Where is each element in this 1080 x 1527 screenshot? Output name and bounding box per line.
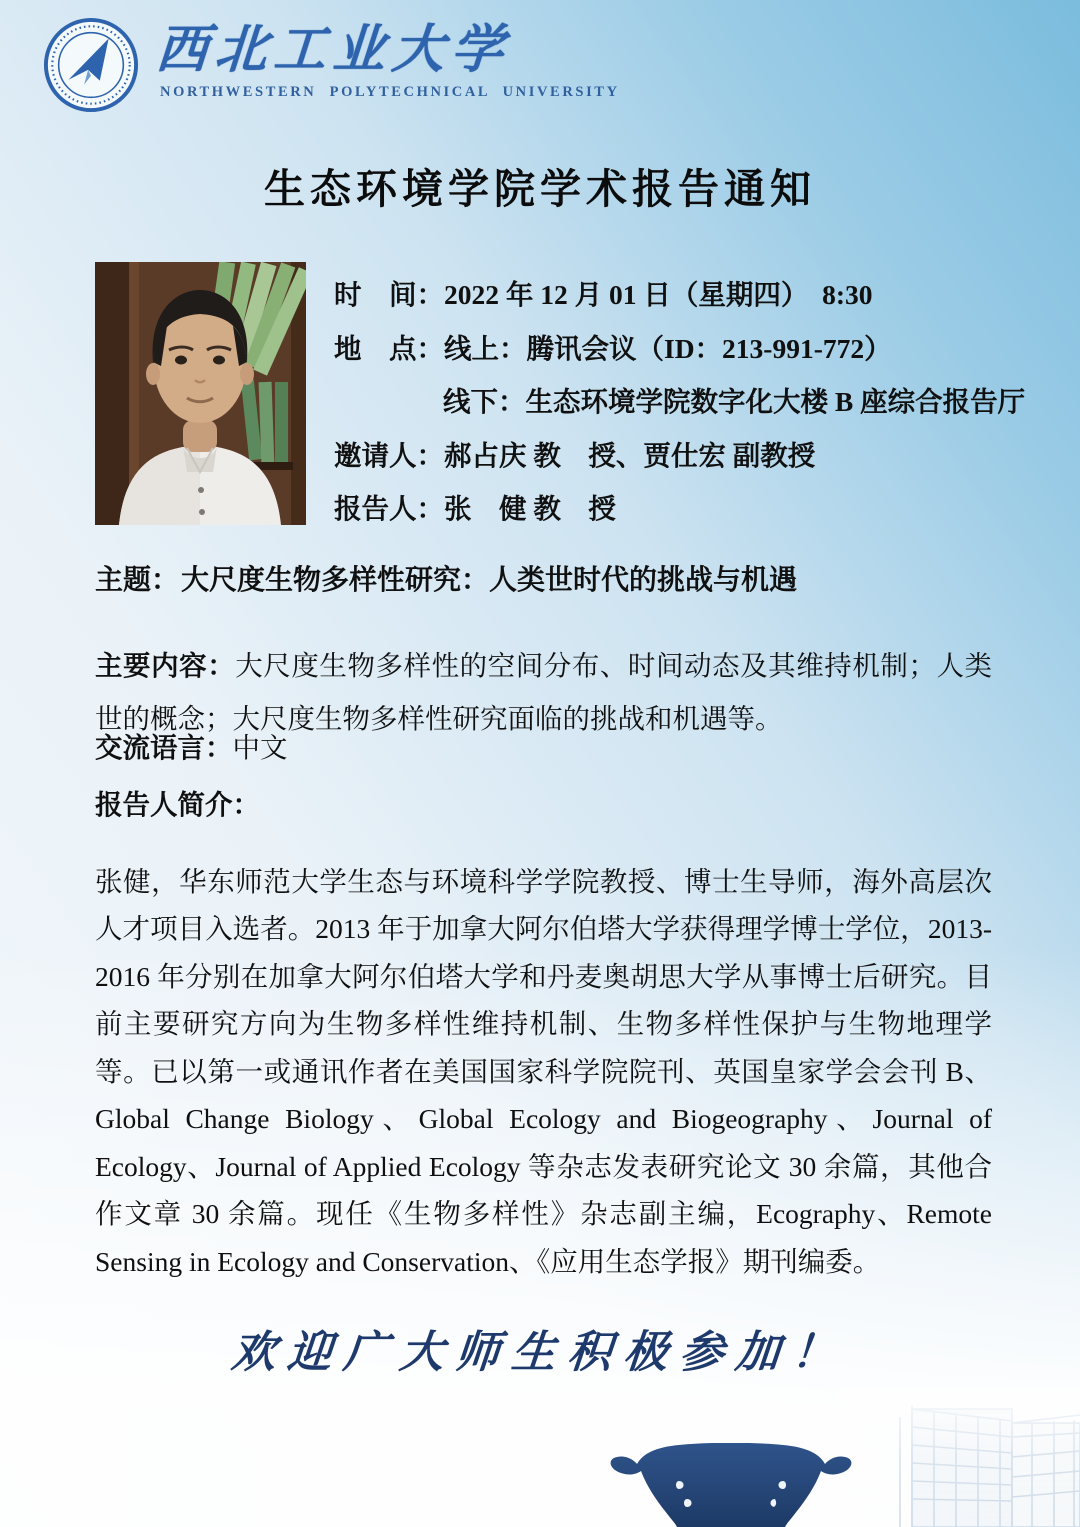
- bio-heading: 报告人简介：: [95, 789, 260, 820]
- detail-row-inviter: [334, 429, 1014, 483]
- detail-row-time: [334, 268, 1014, 322]
- detail-row-location-offline: [334, 375, 1026, 429]
- topic-line: [95, 558, 797, 598]
- university-seal-airplane-icon: [42, 16, 140, 114]
- university-name-en: NORTHWESTERN POLYTECHNICAL UNIVERSITY: [160, 84, 620, 100]
- location-online-value: 线上：腾讯会议（ID：213-991-772）: [444, 332, 892, 364]
- bronze-vessel-silhouette: [583, 1443, 879, 1527]
- inviter-label: 邀请人：: [334, 439, 444, 471]
- university-logo: [42, 16, 620, 114]
- content-label: 主要内容：: [95, 649, 236, 681]
- detail-row-location: [334, 322, 1014, 376]
- page-title: 生态环境学院学术报告通知: [264, 166, 816, 212]
- language-label: 交流语言：: [95, 732, 233, 763]
- inviter-value: 郝占庆 教 授、贾仕宏 副教授: [444, 439, 816, 471]
- university-name-cn: 西北工业大学: [154, 22, 513, 79]
- time-label: 时 间：: [334, 279, 444, 310]
- location-label: 地 点：: [334, 332, 444, 364]
- language-value: 中文: [232, 732, 288, 763]
- speaker-portrait-photo: [95, 262, 306, 525]
- bio-paragraph: 张健，华东师范大学生态与环境科学学院教授、博士生导师，海外高层次人才项目入选者。2013 年于加拿大阿尔伯塔大学获得理学博士学位，2013-2016 年分别在加拿大阿尔伯塔大学和丹麦奥胡思大学从事博士后研究。目前主要研究方向为生物多样性维持机制、生物多样性保护与生物地理学等。已以第一或通讯作者在美国国家科学院院刊、英国皇家学会会刊 B、Global Change Biology、Global Ecology and Biogeography、Journal of Ecology、Journal of Applied Ecology 等杂志发表研究论文 30 余篇，其他合作文章 30 余篇。现任《生物多样性》杂志副主编，Ecography、Remote Sensing in Ecology and Conservation、《应用生态学报》期刊编委。: [95, 865, 992, 1277]
- topic-label: 主题：: [95, 564, 180, 595]
- time-value: 2022 年 12 月 01 日（星期四） 8:30: [444, 279, 873, 310]
- language-line: [95, 725, 288, 765]
- detail-row-speaker: [334, 482, 1014, 536]
- speaker-label: 报告人：: [334, 493, 444, 524]
- speaker-value: 张 健 教 授: [444, 493, 616, 524]
- topic-value: 大尺度生物多样性研究：人类世时代的挑战与机遇: [181, 564, 798, 595]
- welcome-message: 欢迎广大师生积极参加！: [229, 1328, 850, 1377]
- event-details: [334, 268, 1026, 536]
- location-offline-value: 线下：生态环境学院数字化大楼 B 座综合报告厅: [443, 386, 1026, 417]
- content-value: 大尺度生物多样性的空间分布、时间动态及其维持机制；人类世的概念；大尺度生物多样性研究面临的挑战和机遇等。: [95, 649, 993, 734]
